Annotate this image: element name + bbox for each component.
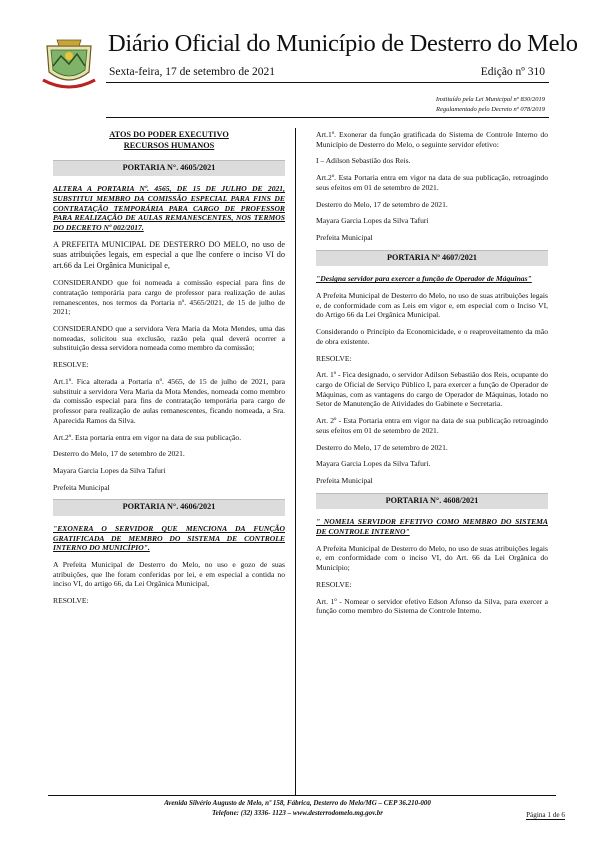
portaria-4607-place-date: Desterro do Melo, 17 de setembro de 2021. xyxy=(316,442,448,452)
portaria-4607-signer: Mayara Garcia Lopes da Silva Tafuri. xyxy=(316,459,431,469)
portaria-4606-preamble: A Prefeita Municipal de Desterro do Melo, no uso e gozo de suas atribuições, que lhe foram conferidas por lei, e em especial a contida no inciso VI, do artigo 66, da Lei Orgânica Municipal, xyxy=(53,560,285,589)
portaria-4606-art2: Art.2º. Esta Portaria entra em vigor na data de sua publicação, retroagindo seus efeitos em 01 de setembro de 2021. xyxy=(316,173,548,192)
coat-of-arms-icon xyxy=(39,36,99,92)
portaria-4605-art2: Art.2º. Esta portaria entra em vigor na data de sua publicação. xyxy=(53,432,242,442)
portaria-4606-art1: Art.1º. Exonerar da função gratificada do Sistema de Controle Interno do Município de Desterro do Melo, o seguinte servidor efetivo: xyxy=(316,130,548,149)
portaria-4608-ementa: " NOMEIA SERVIDOR EFETIVO COMO MEMBRO DO SISTEMA DE CONTROLE INTERNO" xyxy=(316,517,548,536)
column-divider xyxy=(295,128,296,796)
portaria-4607-heading: PORTARIA Nº 4607/2021 xyxy=(316,250,548,267)
edition-number: Edição nº 310 xyxy=(480,66,545,78)
gazette-title: Diário Oficial do Município de Desterro do Melo xyxy=(108,30,578,57)
portaria-4608-resolve: RESOLVE: xyxy=(316,579,352,589)
portaria-4605-preamble: A PREFEITA MUNICIPAL DE DESTERRO DO MELO, no uso de suas atribuições legais, em especial a que lhe confere o inciso VI do art.66 da Lei Orgânica Municipal e, xyxy=(53,239,285,270)
issue-date: Sexta-feira, 17 de setembro de 2021 xyxy=(109,66,276,78)
portaria-4605-role: Prefeita Municipal xyxy=(53,482,110,492)
portaria-4605-signer: Mayara Garcia Lopes da Silva Tafuri xyxy=(53,465,166,475)
portaria-4606-resolve: RESOLVE: xyxy=(53,596,89,606)
portaria-4606-place-date: Desterro do Melo, 17 de setembro de 2021. xyxy=(316,199,448,209)
portaria-4607-art2: Art. 2º - Esta Portaria entra em vigor na data de sua publicação retroagindo seus efeitos em 01 de setembro de 2021. xyxy=(316,416,548,435)
portaria-4608-preamble: A Prefeita Municipal de Desterro do Melo, no uso de suas atribuições legais e, em conformidade com o inciso VI, do Art. 66 da Lei Orgânica do Município; xyxy=(316,543,548,573)
instituted-note: Instituído pela Lei Municipal nº 830/2019 xyxy=(435,96,545,103)
portaria-4606-signer: Mayara Garcia Lopes da Silva Tafuri xyxy=(316,216,429,226)
portaria-4607-considering: Considerando o Princípio da Economicidade, e o reaproveitamento da mão de obra existente. xyxy=(316,327,548,346)
section-heading: ATOS DO PODER EXECUTIVO RECURSOS HUMANOS xyxy=(109,130,229,150)
portaria-4607-art1: Art. 1º - Fica designado, o servidor Adilson Sebastião dos Reis, ocupante do cargo de Oficial de Serviço Público I, para exercer a função de Operador de Máquinas, com as vantagens do cargo de Operador de Máquinas, lotado no Setor de Manutenção de Atividades do Gabinete e Secretaria. xyxy=(316,370,548,409)
portaria-4606-heading: PORTARIA N°. 4606/2021 xyxy=(53,499,285,516)
portaria-4606-role: Prefeita Municipal xyxy=(316,233,373,243)
portaria-4607-role: Prefeita Municipal xyxy=(316,476,373,486)
portaria-4605-resolve: RESOLVE: xyxy=(53,360,89,370)
portaria-4607-resolve: RESOLVE: xyxy=(316,353,352,363)
footer-rule xyxy=(48,795,556,796)
portaria-4607-ementa: "Designa servidor para exercer a função de Operador de Máquinas" xyxy=(316,274,532,284)
header-rule-top xyxy=(106,82,549,83)
portaria-4605-considering-2: CONSIDERANDO que a servidora Vera Maria da Mota Mendes, uma das nomeadas, solicitou sua exclusão, razão pela qual deverá ocorrer a substituição dessa servidora nomeada como membro da comissão; xyxy=(53,324,285,353)
left-column xyxy=(53,130,285,613)
portaria-4605-place-date: Desterro do Melo, 17 de setembro de 2021. xyxy=(53,449,185,459)
portaria-4605-heading: PORTARIA N°. 4605/2021 xyxy=(53,160,285,177)
page-number: Página 1 de 6 xyxy=(526,811,565,819)
footer-phone-website: Telefone: (32) 3336- 1123 – www.desterrodomelo.mg.gov.br xyxy=(212,809,383,817)
right-column xyxy=(316,130,548,623)
portaria-4607-preamble: A Prefeita Municipal de Desterro do Melo, no uso de suas atribuições legais e, de conformidade com as Leis em vigor e, em especial com o Inciso VI, do Artigo 66 da Lei Orgânica Municipal. xyxy=(316,290,548,320)
portaria-4608-art1: Art. 1º - Nomear o servidor efetivo Edson Afonso da Silva, para exercer a função como membro do Sistema de Controle Interno. xyxy=(316,596,548,616)
portaria-4605-considering-1: CONSIDERANDO que foi nomeada a comissão especial para fins de contratação temporária para cargo de professor para realização de aulas remanescentes, nos termos da Portaria nº. 4565/2021, de 15 de julho de 2021; xyxy=(53,278,285,317)
header-rule-bottom xyxy=(106,117,549,118)
regulated-note: Regulamentado pelo Decreto nº 078/2019 xyxy=(435,106,545,113)
footer-address: Avenida Silvério Augusto de Melo, nº 158, Fábrica, Desterro do Melo/MG – CEP 36.210-000 xyxy=(164,799,431,807)
portaria-4606-ementa: "EXONERA O SERVIDOR QUE MENCIONA DA FUNÇÃO GRATIFICADA DE MEMBRO DO SISTEMA DE CONTROLE INTERNO DO MUNICÍPIO". xyxy=(53,523,285,553)
portaria-4605-art1: Art.1º. Fica alterada a Portaria nº. 4565, de 15 de julho de 2021, para substituir a servidora Vera Maria da Mota Mendes, nomeada como membro da comissão especial para fins de contratação temporária para cargo de professor para realização de aulas remanescentes, ficando nomeada, a Sra. Aparecida Ramos da Silva. xyxy=(53,376,285,425)
portaria-4608-heading: PORTARIA N°. 4608/2021 xyxy=(316,493,548,510)
portaria-4605-ementa: ALTERA A PORTARIA Nº. 4565, DE 15 DE JULHO DE 2021, SUBSTITUI MEMBRO DA COMISSÃO ESPECIAL PARA FINS DE CONTRATAÇÃO TEMPORÁRIA PARA CARGO DE PROFESSOR PARA REALIZAÇÃO DE AULAS REMANESCENTES, NOS TERMOS DO DECRETO Nº 002/2017. xyxy=(53,184,285,232)
portaria-4606-item: I – Adilson Sebastião dos Reis. xyxy=(316,156,411,166)
